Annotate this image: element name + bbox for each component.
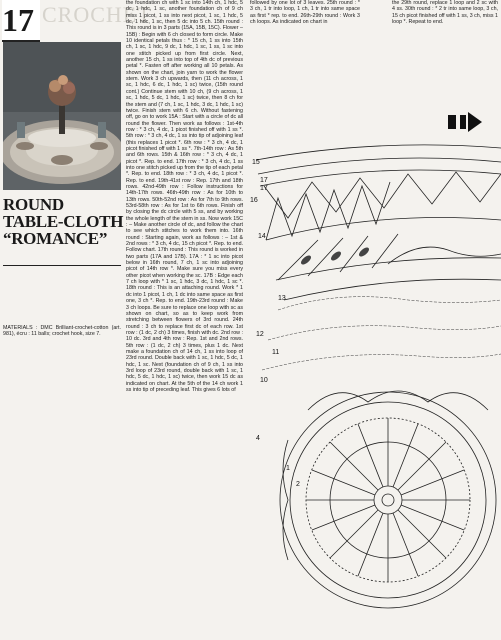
- chart-label: 1: [286, 465, 290, 472]
- body-text: followed by one lot of 3 leaves. 25th round : * 3 ch, 1 tr into loop, 1 ch, 1 tr into same space as first * rep. to end. 26th-29th round : Work 3 ch loops. As indicated on chart in: [250, 0, 360, 26]
- chart-label: 10: [260, 377, 268, 384]
- body-text: MATERIALS : DMC Brilliant-crochet-cotton (art. 981), écru : 11 balls; crochet hook, size 7.: [3, 325, 121, 338]
- chart-label: 2: [296, 481, 300, 488]
- page-number: 17: [2, 0, 40, 42]
- chart-label: 17: [260, 177, 268, 184]
- crochet-chart: [248, 140, 501, 640]
- title-line: ROUND: [3, 195, 64, 214]
- instructions-column-3: [250, 0, 360, 43]
- title-divider: [3, 265, 121, 266]
- chart-label: 14: [258, 233, 266, 240]
- instructions-column-2: [126, 0, 243, 636]
- chart-label: 17: [260, 185, 268, 192]
- chart-label: 12: [256, 331, 264, 338]
- ghost-header: CROCHET: [42, 2, 152, 27]
- body-text: the 29th round, replace 1 loop and 2 sc with 4 ss. 30th round : * 2 tr into same loop, 3 ch, 15 ch picot finished off with 1 ss, 3 ch, miss 1 loop *. Repeat to end.: [392, 0, 498, 26]
- chart-label: 13: [278, 295, 286, 302]
- chart-label: 4: [256, 435, 260, 442]
- chart-label: 11: [272, 349, 280, 356]
- article-title: [3, 196, 123, 247]
- continue-arrow-icon: [448, 112, 492, 132]
- title-line: TABLE-CLOTH: [3, 212, 124, 231]
- instructions-column-1: [3, 325, 121, 637]
- chart-label: 15: [252, 159, 260, 166]
- tablecloth-photo: [3, 42, 121, 190]
- body-text: the foundation ch with 1 sc into 14th ch, 1 hdc, 5 dc, 1 hdc, 1 sc, another foundation ch of 9 ch miss 1 picot, 1 ss into next picot, 1 sc, 1 hdc, 5 dc, 1 hdc, 1 sc, then 5 dc into 5 ch. 15th round : This round is in 3 parts (15A, 15B, 15C). Flower –15B) : Begin with 6 ch closed to form circle. Make 10 identical petals thus : * 15 ch, 1 ss into 15th ch, 1 sc, 1 hdc, 9 dc, 1 hdc, 1 sc, 1 ss, 1 sc into one stitch picked up from first circle. Next, another 15 ch, 1 ss into top of 4th dc of previous petal *. Fasten off after working all 10 petals. As shown on the chart, join yarn to work the flower stem. Work 3 ch upwards, then (11 ch across, 1 sc, 1 hdc, 6 dc, 1 hdc, 1 sc) twice, (15th round cont.) Continue stem with 10 ch, (9 ch across, 1 sc, 1 hdc, 5 dc, 1 hdc, 1 sc) twice, then 8 ch for the stem and (7 ch, 1 sc, 1 hdc, 3 dc, 1 hdc, 1 sc) twice. Finish stem with 6 ch. Without fastening off, go on to work 15A : Start with a circle of dc all round the flower. Then work as follows : 1st-4th row : * 3 ch, 4 dc, 1 picot finished off with 1 ss *. 5th row : * 3 ch, 4 dc, 1 ss into tip of adjoining leaf (this replaces 1 picot *. 6th row : * 3 ch, 4 dc, 1 picot finished off with 1 ss *. 7th-14th row : As 5th and 6th rows. 15th & 16th row : * 3 ch, 4 dc, 1 picot *. Rep. to end. 17th row : * 3 ch, 4 dc, 1 ss into one stitch picked up from the tip of each petal *. Rep. to end. 18th row : * 3 ch, 4 dc, 1 picot *. Rep. to end. 19th-41st row : Rep. 17th and 18th rows. 42nd-49th row : Follow instructions for 14th-17th rows. 46th-49th row : As for 10th to 13th rows. 50th-52nd row : As for 7th to 9th rows. 53rd-58th row : As for 1st to 6th rows. Finish off by closing the dc circle with 5 ss, and by working the whole length of the stem in ss. Now work 15C : – Make another circle of dc, and follow the chart to see which stitches to work them into. 16th round : Starting again, work as follows : – 1st & 2nd rows : * 3 ch, 4 dc, 15 ch picot *. Rep. to end. Follow chart. 17th round : This round is worked in two parts (17A and 17B). 17A : * 1 sc into picot below in 16th round, 7 ch, 1 sc into adjoining picot of 14th row *. Make sure you miss every other picot when working the sc. 17B : Edge each 7 ch loop with * 1 sc, 1 hdc, 3 dc, 1 hdc, 1 sc *. 18th round : This is an attaching round. Work * 1 dc into 1 picot, 1 ch, 1 dc into same space as first one, 3 ch *. Rep. to end. 19th-23rd round : Make 3 ch loops. Be sure to replace one loop with sc as shown on chart, so as to keep work from stretching between flowers of 3rd round. 24th round : 3 ch to replace first dc of each row. 1st row : (1 dc, 2 ch) 3 times, finish with dc. 2nd row : 10 dc. 3rd and 4th row : Rep. 1st and 2nd rows. 5th row : (1 dc, 2 ch) 3 times, plus 1 dc. Next make a foundation ch of 14 ch, 1 ss into loop of 23rd round. Double back with 1 sc, 1 hdc, 5 dc, 1 hdc, 1 sc. Next (foundation ch of 9 ch, 1 ss into 3rd loop of 23rd round, double back with 1 sc, 1 hdc, 5 dc, 1 hdc, 1 sc) twice, then work 15 dc as indicated on chart. At the 5th of the 14 ch work 1 ss into tip of preceding leaf. This gives 6 lots of: [126, 0, 243, 393]
- title-line: “ROMANCE”: [3, 229, 108, 248]
- chart-label: 16: [250, 197, 258, 204]
- instructions-column-4: [392, 0, 498, 50]
